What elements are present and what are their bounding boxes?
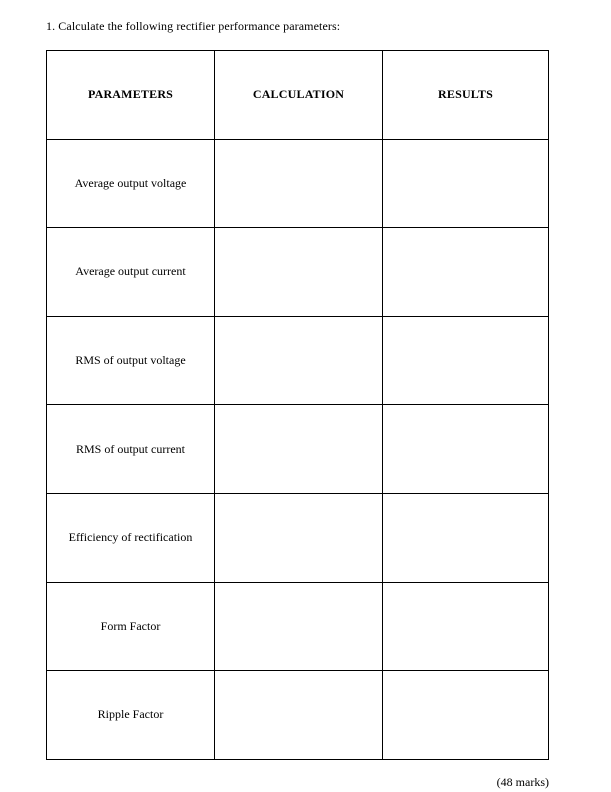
calculation-cell [215, 493, 383, 582]
parameter-cell: Form Factor [47, 582, 215, 671]
question-text: 1. Calculate the following rectifier performance parameters: [46, 19, 341, 33]
table-row [47, 405, 549, 494]
header-results: RESULTS [383, 51, 549, 140]
result-cell [383, 493, 549, 582]
table-row [47, 582, 549, 671]
result-cell [383, 671, 549, 760]
header-parameters: PARAMETERS [47, 51, 215, 140]
table-row [47, 493, 549, 582]
result-cell [383, 405, 549, 494]
result-cell [383, 582, 549, 671]
parameter-cell: RMS of output voltage [47, 316, 215, 405]
marks-label: (48 marks) [496, 775, 549, 789]
parameter-cell: Average output voltage [47, 139, 215, 228]
parameter-cell: Efficiency of rectification [47, 493, 215, 582]
table-row [47, 316, 549, 405]
result-cell [383, 139, 549, 228]
calculation-cell [215, 582, 383, 671]
result-cell [383, 228, 549, 317]
table-header-row [47, 51, 549, 140]
parameter-cell: RMS of output current [47, 405, 215, 494]
parameters-table [46, 50, 549, 760]
calculation-cell [215, 671, 383, 760]
table-row [47, 139, 549, 228]
parameter-cell: Ripple Factor [47, 671, 215, 760]
calculation-cell [215, 316, 383, 405]
calculation-cell [215, 405, 383, 494]
table-row [47, 671, 549, 760]
result-cell [383, 316, 549, 405]
header-calculation: CALCULATION [215, 51, 383, 140]
table-row [47, 228, 549, 317]
calculation-cell [215, 228, 383, 317]
calculation-cell [215, 139, 383, 228]
parameter-cell: Average output current [47, 228, 215, 317]
